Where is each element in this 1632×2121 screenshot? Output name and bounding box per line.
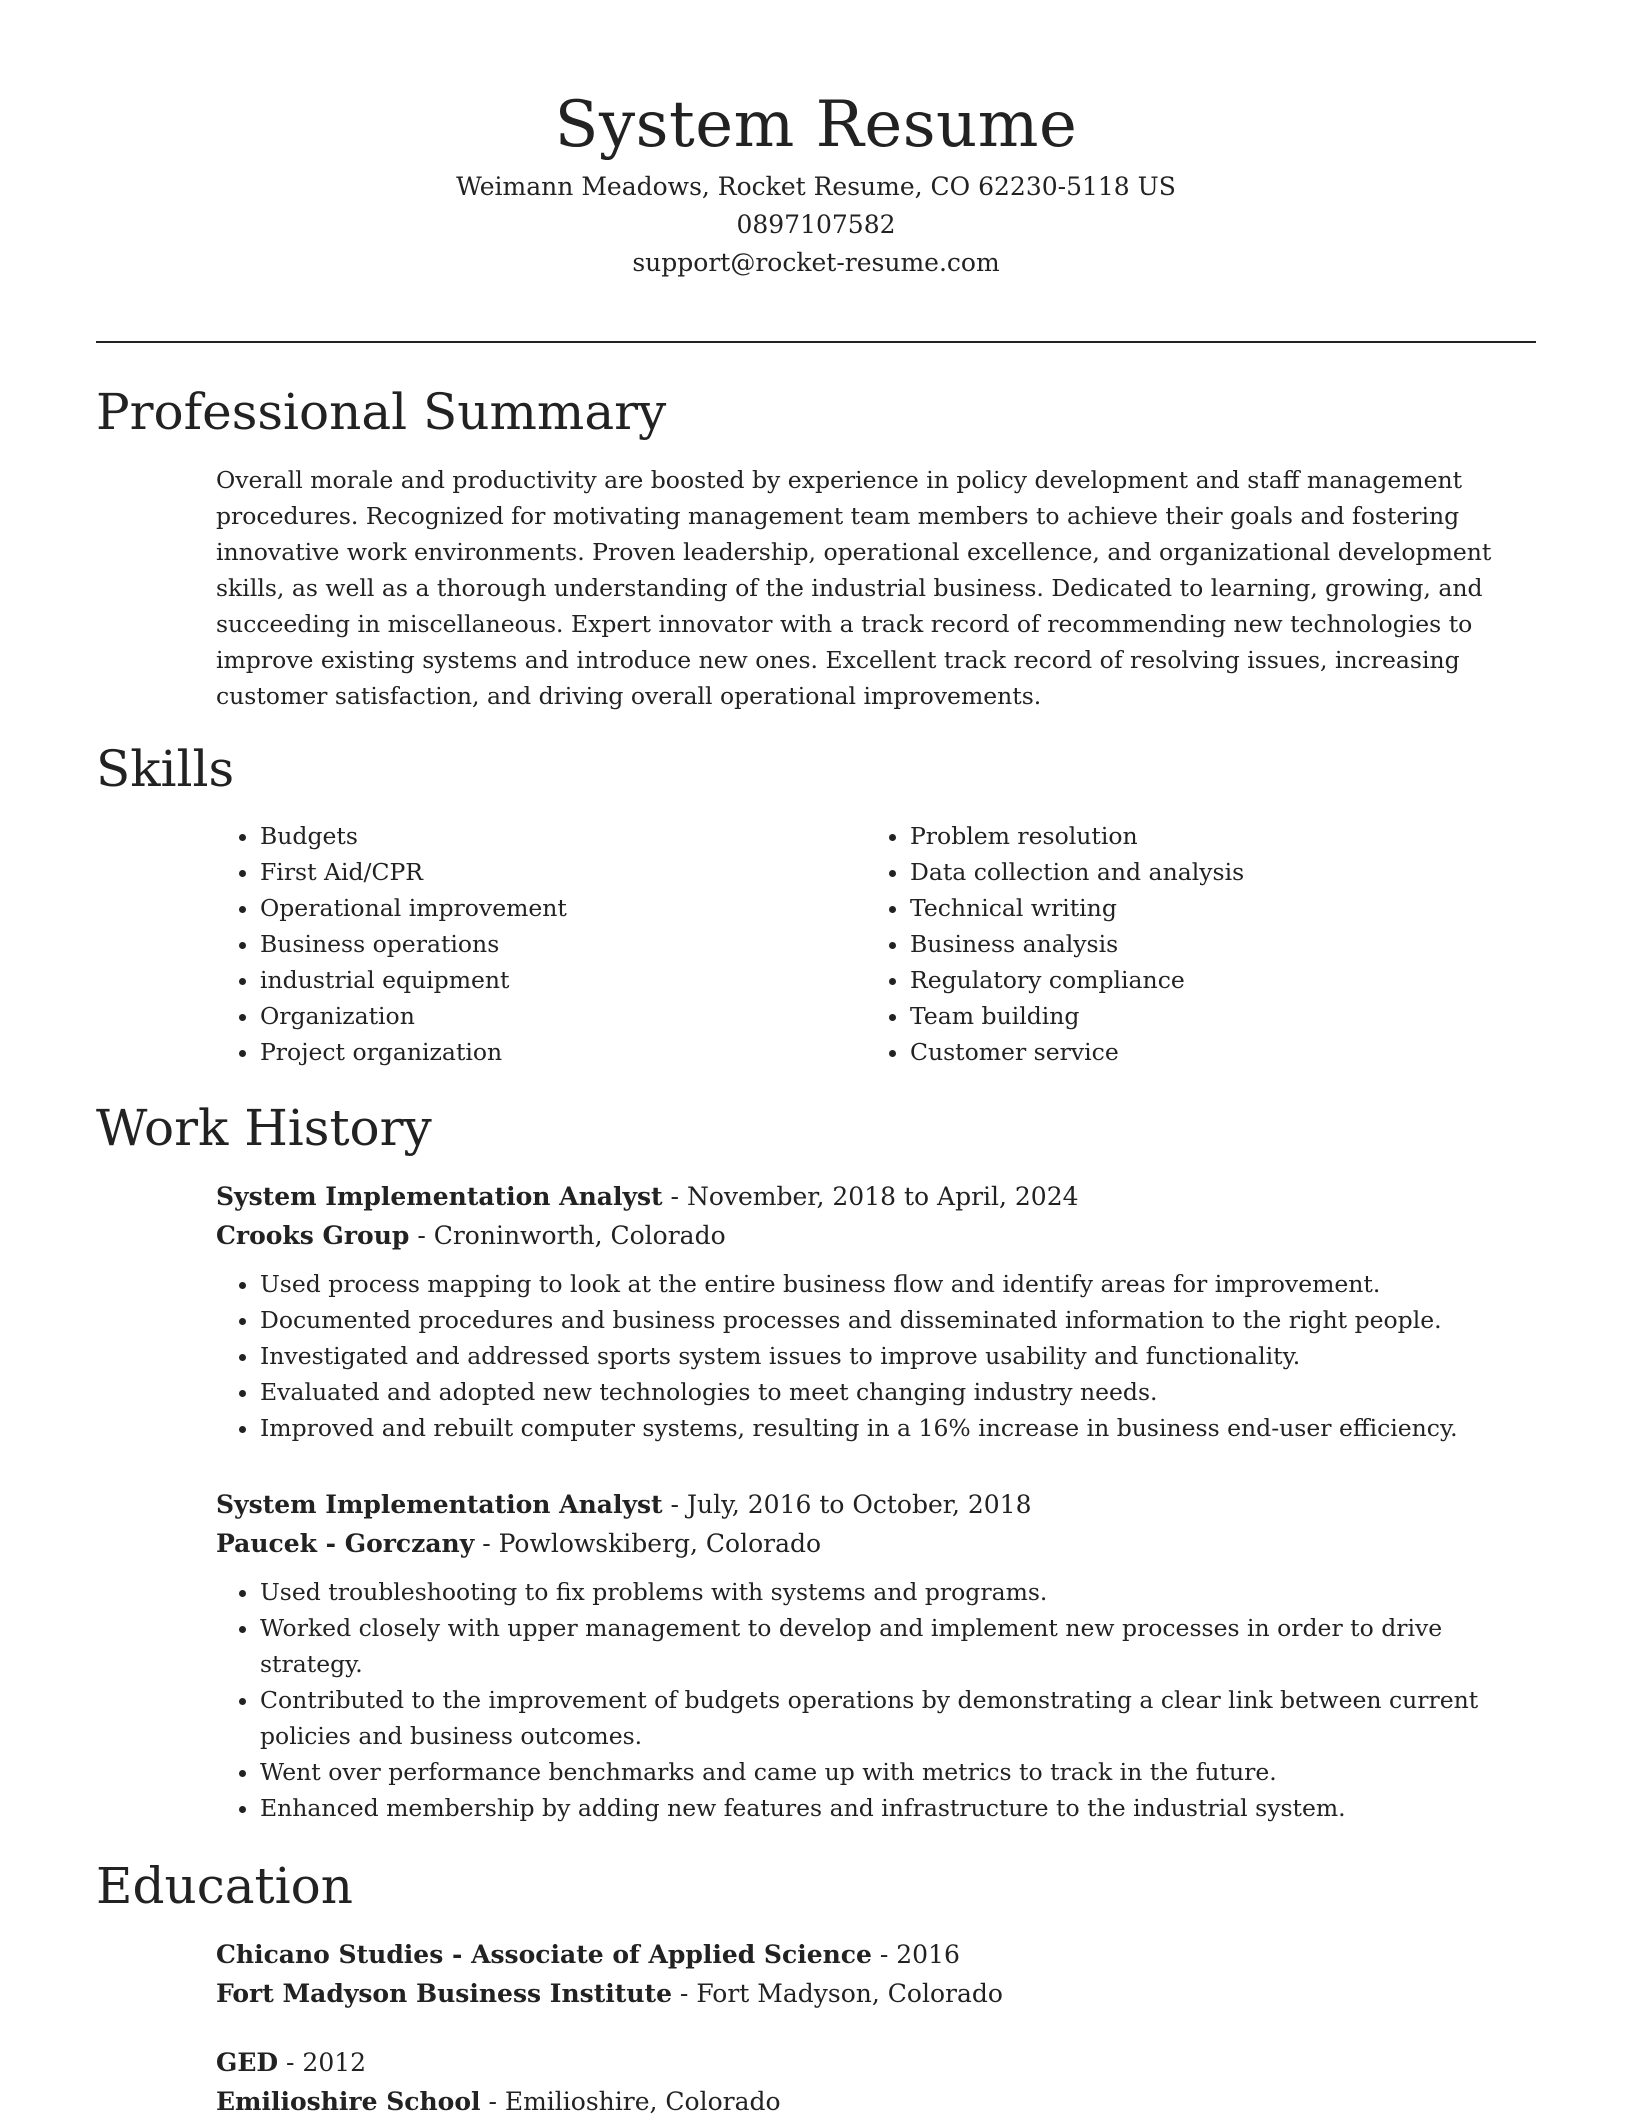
education-year: - 2012 [278,2048,367,2077]
contact-email: support@rocket-resume.com [632,248,1000,277]
job-entry [216,1485,1516,1826]
education-location: - Fort Madyson, Colorado [671,1979,1003,2008]
job-position: System Implementation Analyst [216,1490,663,1519]
resume-header [96,82,1536,282]
skill-item: • Problem resolution [910,818,1506,854]
job-bullet: • Investigated and addressed sports system issues to improve usability and functionality. [260,1338,1516,1374]
contact-address: Weimann Meadows, Rocket Resume, CO 62230-5118 US [456,172,1176,201]
job-company: Paucek - Gorczany [216,1529,475,1558]
skills-heading: Skills [96,740,235,798]
education-school: Fort Madyson Business Institute [216,1979,672,2008]
job-title-line [216,1177,1516,1216]
education-school: Emilioshire School [216,2087,481,2116]
skill-item: • Budgets [260,818,856,854]
job-dates: - July, 2016 to October, 2018 [662,1490,1032,1519]
job-bullets [216,1574,1516,1826]
summary-text: Overall morale and productivity are boosted by experience in policy development and staff management procedures. Recognized for motivating management team members to achieve their goals and fostering innovative work environments. Proven leadership, operational excellence, and organizational development skills, as well as a thorough understanding of the industrial business. Dedicated to learning, growing, and succeeding in miscellaneous. Expert innovator with a track record of recommending new technologies to improve existing systems and introduce new ones. Excellent track record of resolving issues, increasing customer satisfaction, and driving overall operational improvements. [216,466,1492,710]
skill-item: • Operational improvement [260,890,856,926]
job-bullets [216,1266,1516,1446]
skill-item: • Regulatory compliance [910,962,1506,998]
job-dates: - November, 2018 to April, 2024 [662,1182,1079,1211]
education-school-line [216,1974,1516,2013]
skill-item: • Business analysis [910,926,1506,962]
skill-item: • Technical writing [910,890,1506,926]
job-location: - Croninworth, Colorado [409,1221,726,1250]
skill-item: • Organization [260,998,856,1034]
skills-column-left [216,818,856,1070]
skill-item: • First Aid/CPR [260,854,856,890]
education-heading: Education [96,1857,353,1915]
skill-item: • Team building [910,998,1506,1034]
job-entry [216,1177,1516,1446]
education-year: - 2016 [871,1940,960,1969]
job-company: Crooks Group [216,1221,410,1250]
job-bullet: • Used process mapping to look at the entire business flow and identify areas for improvement. [260,1266,1516,1302]
skills-column-right [866,818,1506,1070]
job-location: - Powlowskiberg, Colorado [474,1529,822,1558]
contact-phone: 0897107582 [736,210,896,239]
job-bullet: • Used troubleshooting to fix problems with systems and programs. [260,1574,1516,1610]
job-bullet: • Documented procedures and business processes and disseminated information to the right people. [260,1302,1516,1338]
skill-item: • industrial equipment [260,962,856,998]
skill-item: • Project organization [260,1034,856,1070]
education-entry [216,1935,1516,2013]
job-title-line [216,1485,1516,1524]
education-degree-line [216,1935,1516,1974]
summary-heading: Professional Summary [96,383,667,441]
education-entry [216,2043,1516,2121]
education-degree: GED [216,2048,279,2077]
work-history-heading: Work History [96,1099,432,1157]
skill-item: • Customer service [910,1034,1506,1070]
skill-item: • Business operations [260,926,856,962]
candidate-name: System Resume [554,88,1078,162]
education-school-line [216,2082,1516,2121]
education-degree: Chicano Studies - Associate of Applied Science [216,1940,872,1969]
job-bullet: • Went over performance benchmarks and came up with metrics to track in the future. [260,1754,1516,1790]
job-bullet: • Enhanced membership by adding new features and infrastructure to the industrial system. [260,1790,1516,1826]
skill-item: • Data collection and analysis [910,854,1506,890]
education-location: - Emilioshire, Colorado [480,2087,781,2116]
job-bullet: • Evaluated and adopted new technologies to meet changing industry needs. [260,1374,1516,1410]
job-bullet: • Improved and rebuilt computer systems, resulting in a 16% increase in business end-user efficiency. [260,1410,1516,1446]
job-position: System Implementation Analyst [216,1182,663,1211]
job-company-line [216,1524,1516,1563]
education-degree-line [216,2043,1516,2082]
job-company-line [216,1216,1516,1255]
job-bullet: • Contributed to the improvement of budgets operations by demonstrating a clear link between current policies and business outcomes. [260,1682,1516,1754]
job-bullet: • Worked closely with upper management to develop and implement new processes in order to drive strategy. [260,1610,1516,1682]
header-divider [96,341,1536,343]
